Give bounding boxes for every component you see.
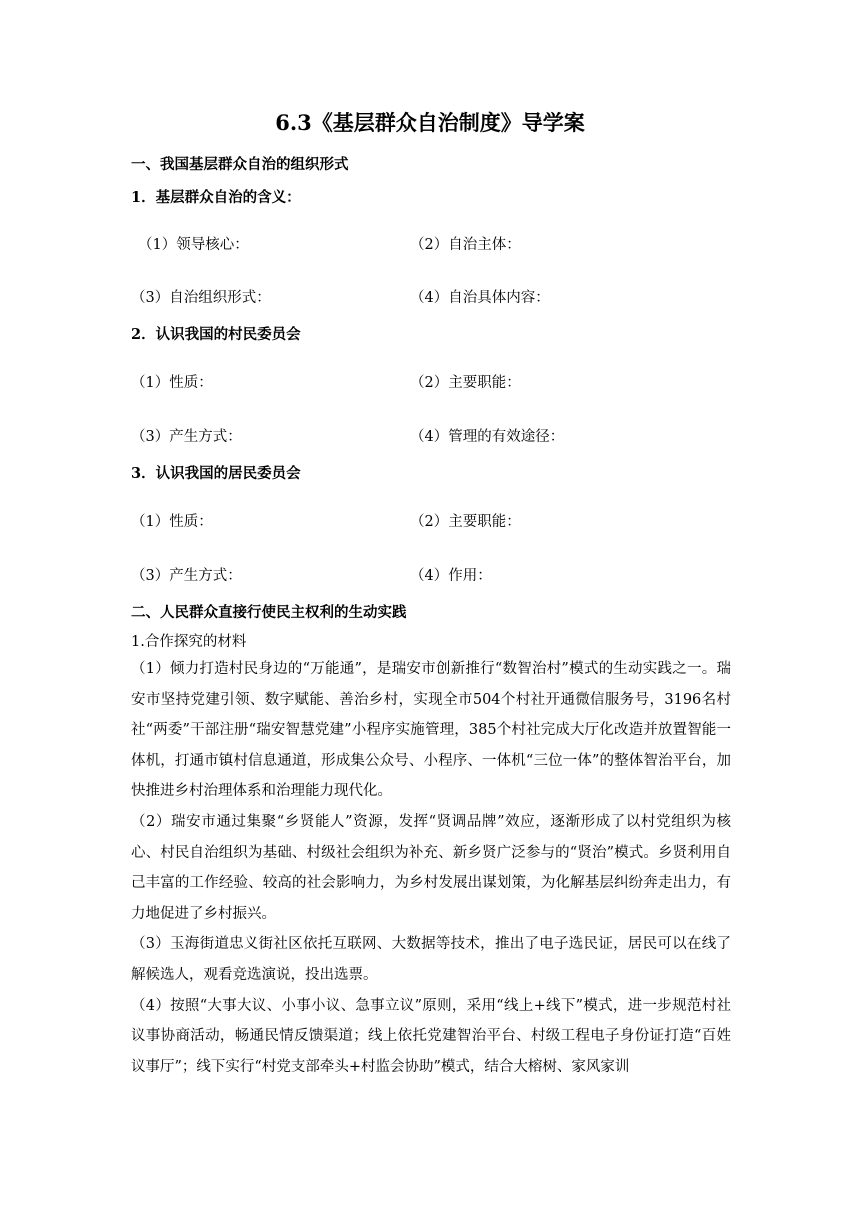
material-paragraph-4: （4）按照“大事大议、小事小议、急事立议”原则，采用“线上+线下”模式，进一步规范村社议事协商活动，畅通民情反馈渠道；线上依托党建智治平台、村级工程电子身份证打造“百姓议事厅”；线下实行“村党支部牵头+村监会协助”模式，结合大榕树、家风家训 bbox=[131, 997, 731, 1075]
section2-heading: 二、人民群众直接行使民主权利的生动实践 bbox=[131, 604, 407, 621]
sub1-heading: 1．基层群众自治的含义： bbox=[131, 189, 301, 206]
sub3-item-3: （3）产生方式： bbox=[131, 568, 242, 584]
sub2-item-2: （2）主要职能： bbox=[410, 375, 521, 391]
sub1-item-4: （4）自治具体内容： bbox=[410, 290, 550, 306]
sub3-item-2: （2）主要职能： bbox=[410, 514, 521, 530]
sub1-item-2: （2）自治主体： bbox=[410, 237, 521, 253]
sub1-item-3: （3）自治组织形式： bbox=[131, 290, 271, 306]
sub1-item-1: （1）领导核心： bbox=[138, 237, 249, 253]
material-paragraph-3: （3）玉海街道忠义街社区依托互联网、大数据等技术，推出了电子选民证，居民可以在线了解候选人，观看竞选演说，投出选票。 bbox=[131, 936, 731, 983]
sub3-item-4: （4）作用： bbox=[410, 568, 492, 584]
section2-sub-label: 1.合作探究的材料 bbox=[131, 634, 247, 650]
page-title: 6.3《基层群众自治制度》导学案 bbox=[275, 110, 585, 135]
sub3-heading: 3．认识我国的居民委员会 bbox=[131, 465, 301, 482]
sub2-item-1: （1）性质： bbox=[131, 375, 213, 391]
sub2-heading: 2．认识我国的村民委员会 bbox=[131, 326, 301, 343]
sub2-item-3: （3）产生方式： bbox=[131, 429, 242, 445]
material-paragraph-2: （2）瑞安市通过集聚“乡贤能人”资源，发挥“贤调品牌”效应，逐渐形成了以村党组织为核心、村民自治组织为基础、村级社会组织为补充、新乡贤广泛参与的“贤治”模式。乡贤利用自己丰富的工作经验、较高的社会影响力，为乡村发展出谋划策，为化解基层纠纷奔走出力，有力地促进了乡村振兴。 bbox=[131, 813, 731, 922]
sub3-item-1: （1）性质： bbox=[131, 514, 213, 530]
section1-heading: 一、我国基层群众自治的组织形式 bbox=[131, 156, 349, 173]
material-paragraph-1: （1）倾力打造村民身边的“万能通”，是瑞安市创新推行“数智治村”模式的生动实践之一。瑞安市坚持党建引领、数字赋能、善治乡村，实现全市504个村社开通微信服务号，3196名村社“两委”干部注册“瑞安智慧党建”小程序实施管理，385个村社完成大厅化改造并放置智能一体机，打通市镇村信息通道，形成集公众号、小程序、一体机“三位一体”的整体智治平台，加快推进乡村治理体系和治理能力现代化。 bbox=[131, 661, 731, 800]
sub2-item-4: （4）管理的有效途径： bbox=[410, 429, 565, 445]
material-paragraphs bbox=[131, 654, 731, 1082]
